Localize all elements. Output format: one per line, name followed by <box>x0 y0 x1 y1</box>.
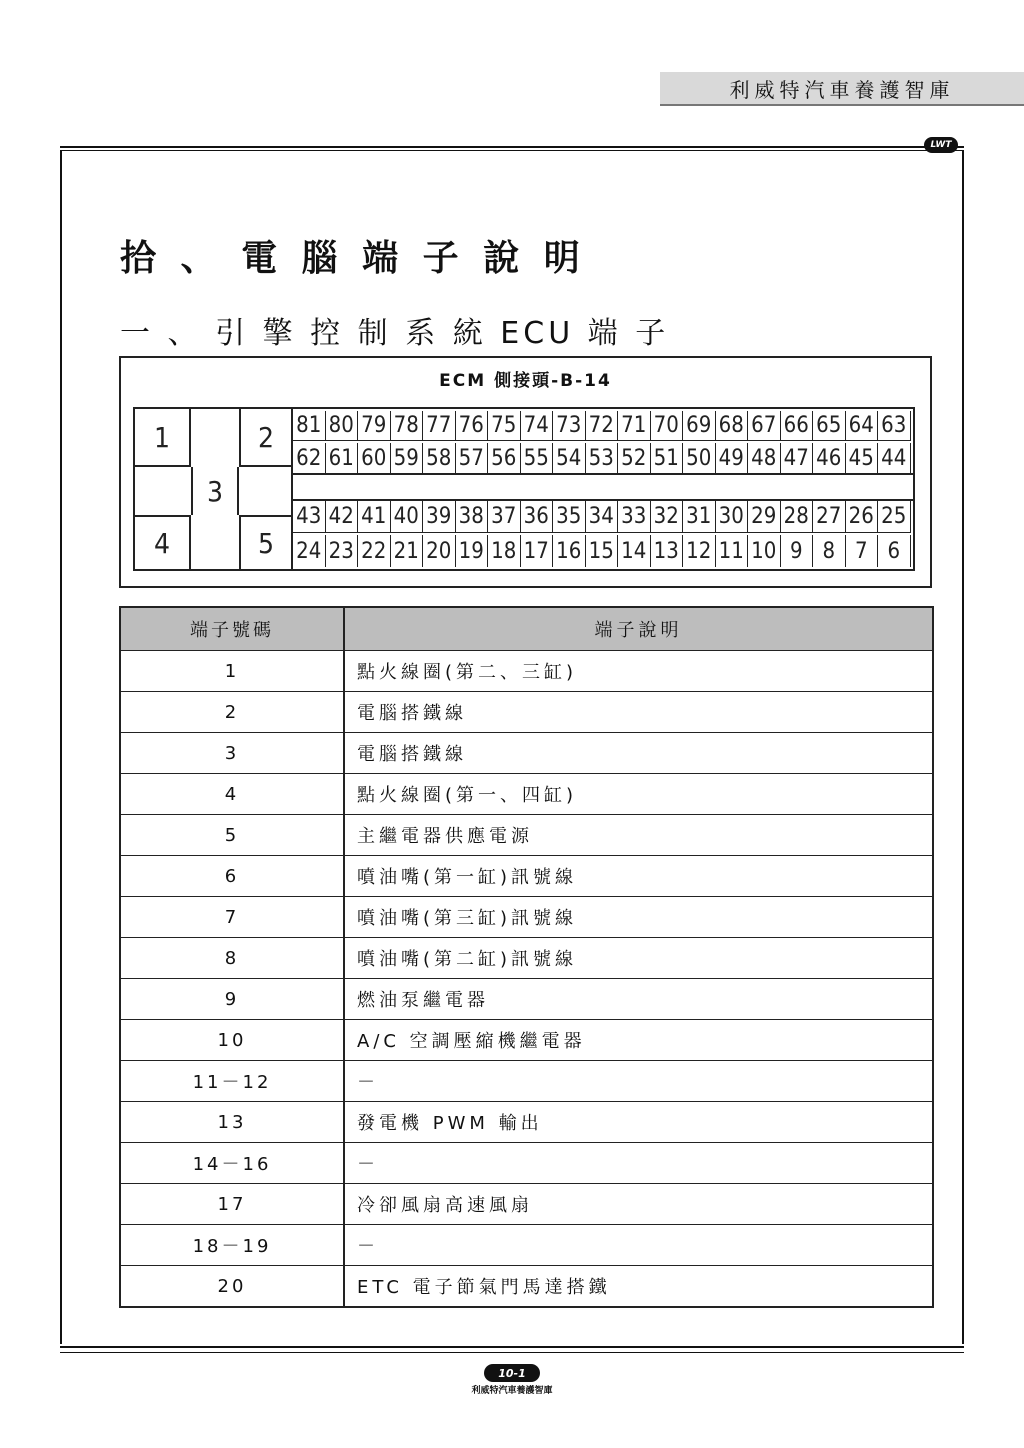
pin-cell: 27 <box>813 501 846 533</box>
terminal-description: 點火線圈(第二、三缸) <box>357 662 578 683</box>
pin-cell: 8 <box>813 535 846 567</box>
pin-cell: 11 <box>716 535 749 567</box>
terminal-number: 6 <box>121 856 345 896</box>
terminal-number: 14－16 <box>121 1143 345 1183</box>
pin-cell: 39 <box>423 501 456 533</box>
pin-cell: 24 <box>293 535 326 567</box>
terminal-description: 點火線圈(第一、四缸) <box>357 785 578 806</box>
terminal-number: 13 <box>121 1102 345 1142</box>
table-row <box>121 1060 932 1101</box>
table-row <box>121 773 932 814</box>
pin-cell: 67 <box>748 411 781 441</box>
pin-cell: 73 <box>553 411 586 441</box>
terminal-description: 發電機 PWM 輸出 <box>357 1113 543 1134</box>
pin-cell: 34 <box>586 501 619 533</box>
pin-cell: 43 <box>293 501 326 533</box>
header-description: 端子說明 <box>594 620 683 641</box>
pin-cell: 74 <box>521 411 554 441</box>
table-row <box>121 1142 932 1183</box>
pin-cell: 81 <box>293 411 326 441</box>
pin-cell: 71 <box>618 411 651 441</box>
terminal-number: 10 <box>121 1020 345 1060</box>
pin-cell: 63 <box>878 411 911 441</box>
terminal-number: 18－19 <box>121 1225 345 1265</box>
terminal-description: 電腦搭鐵線 <box>357 744 467 765</box>
section-title: 一 、 引 擎 控 制 系 統 ECU 端 子 <box>120 316 670 351</box>
pin-cell: 55 <box>521 443 554 473</box>
pin-cell: 15 <box>586 535 619 567</box>
terminal-description: 冷卻風扇高速風扇 <box>357 1195 533 1216</box>
page-number: 10-1 <box>484 1364 540 1382</box>
table-row <box>121 1224 932 1265</box>
pin-cell: 30 <box>716 501 749 533</box>
pin-cell: 35 <box>553 501 586 533</box>
pin-cell: 38 <box>456 501 489 533</box>
table-row <box>121 855 932 896</box>
terminal-description: － <box>357 1236 379 1257</box>
terminal-number: 7 <box>121 897 345 937</box>
pin-cell: 65 <box>813 411 846 441</box>
pin-cell: 68 <box>716 411 749 441</box>
pin-3: 3 <box>191 467 239 515</box>
terminal-table <box>119 606 934 1308</box>
pin-cell: 80 <box>326 411 359 441</box>
pin-cell: 37 <box>488 501 521 533</box>
pin-cell: 58 <box>423 443 456 473</box>
pin-cell: 10 <box>748 535 781 567</box>
pin-cell: 72 <box>586 411 619 441</box>
terminal-description: － <box>357 1072 379 1093</box>
pin-cell: 77 <box>423 411 456 441</box>
pin-cell: 75 <box>488 411 521 441</box>
table-row <box>121 978 932 1019</box>
pin-cell: 21 <box>391 535 424 567</box>
pin-cell: 23 <box>326 535 359 567</box>
pin-cell: 66 <box>781 411 814 441</box>
pin-cell: 62 <box>293 443 326 473</box>
pin-cell: 47 <box>781 443 814 473</box>
pin-cell: 14 <box>618 535 651 567</box>
pin-cell: 51 <box>651 443 684 473</box>
header-terminal-no: 端子號碼 <box>121 608 345 650</box>
terminal-number: 9 <box>121 979 345 1019</box>
pin-cell: 56 <box>488 443 521 473</box>
table-row <box>121 1265 932 1306</box>
pin-cell: 78 <box>391 411 424 441</box>
pin-cell: 40 <box>391 501 424 533</box>
pin-cell: 31 <box>683 501 716 533</box>
terminal-description: 噴油嘴(第一缸)訊號線 <box>357 867 578 888</box>
pin-cell: 53 <box>586 443 619 473</box>
pin-cell: 36 <box>521 501 554 533</box>
table-row <box>121 896 932 937</box>
pin-cell: 33 <box>618 501 651 533</box>
pin-cell: 26 <box>846 501 879 533</box>
terminal-description: 電腦搭鐵線 <box>357 703 467 724</box>
pin-cell: 42 <box>326 501 359 533</box>
pin-cell: 49 <box>716 443 749 473</box>
pin-cell: 12 <box>683 535 716 567</box>
connector-panel <box>119 356 932 588</box>
terminal-number: 11－12 <box>121 1061 345 1101</box>
pin-cell: 76 <box>456 411 489 441</box>
pin-cell: 79 <box>358 411 391 441</box>
pin-cell: 25 <box>878 501 911 533</box>
pin-cell: 45 <box>846 443 879 473</box>
pin-cell: 52 <box>618 443 651 473</box>
table-row <box>121 691 932 732</box>
row-divider-b <box>293 473 913 475</box>
pin-cell: 46 <box>813 443 846 473</box>
pin-cell: 16 <box>553 535 586 567</box>
terminal-number: 2 <box>121 692 345 732</box>
table-row <box>121 1101 932 1142</box>
terminal-description: 噴油嘴(第二缸)訊號線 <box>357 949 578 970</box>
pin-cell: 64 <box>846 411 879 441</box>
pin-cell: 60 <box>358 443 391 473</box>
pin-cell: 17 <box>521 535 554 567</box>
terminal-number: 4 <box>121 774 345 814</box>
terminal-number: 1 <box>121 651 345 691</box>
pin-cell: 54 <box>553 443 586 473</box>
terminal-description: 噴油嘴(第三缸)訊號線 <box>357 908 578 929</box>
pin-cell: 41 <box>358 501 391 533</box>
pin-cell: 20 <box>423 535 456 567</box>
table-row <box>121 814 932 855</box>
brand-logo: LWT <box>924 137 958 153</box>
table-row <box>121 1019 932 1060</box>
pin-4: 4 <box>135 515 191 569</box>
connector-diagram <box>133 407 915 571</box>
pin-cell: 13 <box>651 535 684 567</box>
table-row <box>121 650 932 691</box>
table-row <box>121 732 932 773</box>
pin-cell: 19 <box>456 535 489 567</box>
brand-header: 利威特汽車養護智庫 <box>660 72 1024 106</box>
connector-title: ECM 側接頭-B-14 <box>439 371 612 391</box>
pin-2: 2 <box>239 409 291 467</box>
pin-cell: 32 <box>651 501 684 533</box>
pin-cell: 70 <box>651 411 684 441</box>
terminal-number: 5 <box>121 815 345 855</box>
terminal-number: 17 <box>121 1184 345 1224</box>
terminal-number: 8 <box>121 938 345 978</box>
pin-cell: 9 <box>781 535 814 567</box>
footer-brand: 利威特汽車養護智庫 <box>471 1386 553 1396</box>
pin-cell: 57 <box>456 443 489 473</box>
bottom-rule <box>60 1346 964 1348</box>
pin-cell: 28 <box>781 501 814 533</box>
chapter-title: 拾 、 電 腦 端 子 說 明 <box>120 238 586 279</box>
top-rule <box>60 146 964 148</box>
pin-cell: 69 <box>683 411 716 441</box>
terminal-description: － <box>357 1154 379 1175</box>
pin-cell: 18 <box>488 535 521 567</box>
terminal-number: 3 <box>121 733 345 773</box>
terminal-description: A/C 空調壓縮機繼電器 <box>357 1031 586 1052</box>
pin-cell: 61 <box>326 443 359 473</box>
terminal-description: 燃油泵繼電器 <box>357 990 489 1011</box>
table-row <box>121 1183 932 1224</box>
terminal-description: 主繼電器供應電源 <box>357 826 533 847</box>
bottom-rule-thin <box>60 1352 964 1353</box>
terminal-number: 20 <box>121 1266 345 1306</box>
table-row <box>121 937 932 978</box>
pin-cell: 7 <box>846 535 879 567</box>
pin-cell: 44 <box>878 443 911 473</box>
pin-cell: 29 <box>748 501 781 533</box>
pin-cell: 48 <box>748 443 781 473</box>
pin-cell: 50 <box>683 443 716 473</box>
pin-1: 1 <box>135 409 191 467</box>
pin-cell: 59 <box>391 443 424 473</box>
pin-5: 5 <box>239 515 291 569</box>
terminal-description: ETC 電子節氣門馬達搭鐵 <box>357 1277 611 1298</box>
pin-cell: 22 <box>358 535 391 567</box>
table-header <box>121 608 932 650</box>
pin-cell: 6 <box>878 535 911 567</box>
